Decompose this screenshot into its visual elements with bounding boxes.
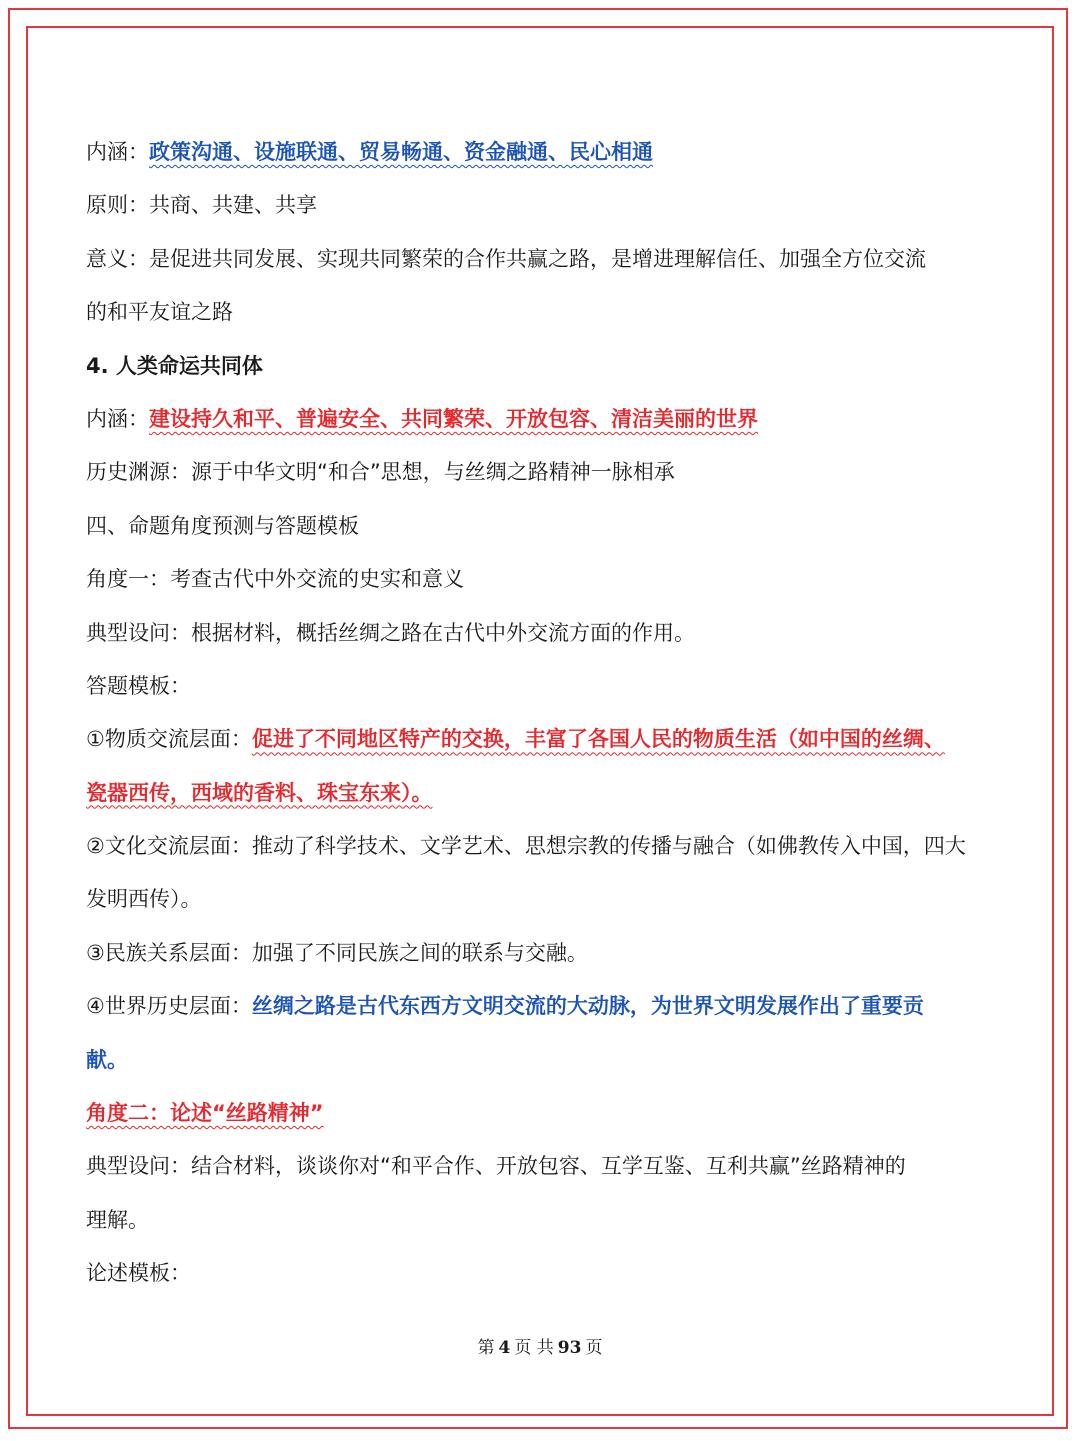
line-typical-question-1: 典型设问：根据材料，概括丝绸之路在古代中外交流方面的作用。 <box>86 620 695 645</box>
footer-prefix: 第 <box>477 1338 495 1358</box>
highlight-red: 瓷器西传，西域的香料、珠宝东来）。 <box>86 780 433 805</box>
section-heading-community: 4. 人类命运共同体 <box>86 353 263 378</box>
line-cultural-exchange-cont: 发明西传）。 <box>86 887 202 912</box>
label: ④世界历史层面： <box>86 994 252 1019</box>
document-body <box>86 126 1006 1301</box>
line-answer-template: 答题模板： <box>86 673 191 698</box>
label: 内涵： <box>86 140 149 164</box>
highlight-blue: 政策沟通、设施联通、贸易畅通、资金融通、民心相通 <box>149 140 653 164</box>
line-cultural-exchange: ②文化交流层面：推动了科学技术、文学艺术、思想宗教的传播与融合（如佛教传入中国，四大 <box>86 834 966 859</box>
line-history-origin: 历史渊源：源于中华文明“和合”思想，与丝绸之路精神一脉相承 <box>86 460 675 485</box>
line-typical-question-2-cont: 理解。 <box>86 1207 149 1232</box>
page-footer <box>0 1333 1080 1358</box>
line-angle-two <box>86 1087 1006 1140</box>
section-heading-templates: 四、命题角度预测与答题模板 <box>86 513 359 538</box>
line-significance: 意义：是促进共同发展、实现共同繁荣的合作共赢之路，是增进理解信任、加强全方位交流 <box>86 246 926 271</box>
label: 内涵： <box>86 406 149 431</box>
highlight-red: 建设持久和平、普遍安全、共同繁荣、开放包容、清洁美丽的世界 <box>149 406 758 431</box>
highlight-blue: 献。 <box>86 1047 128 1072</box>
footer-middle: 页 共 <box>514 1338 554 1358</box>
highlight-blue: 丝绸之路是古代东西方文明交流的大动脉，为世界文明发展作出了重要贡 <box>251 994 924 1019</box>
line-principle: 原则：共商、共建、共享 <box>86 193 317 218</box>
highlight-red: 促进了不同地区特产的交换，丰富了各国人民的物质生活（如中国的丝绸、 <box>251 727 945 752</box>
line-angle-one: 角度一：考查古代中外交流的史实和意义 <box>86 567 464 592</box>
line-essay-template: 论述模板： <box>86 1261 191 1286</box>
line-connotation-belt-road <box>86 126 1006 179</box>
line-material-exchange <box>86 713 1006 766</box>
footer-total-pages: 93 <box>557 1338 582 1358</box>
highlight-red: 角度二：论述“丝路精神” <box>86 1101 324 1126</box>
line-significance-cont: 的和平友谊之路 <box>86 300 233 325</box>
label: ①物质交流层面： <box>86 727 252 752</box>
line-connotation-community <box>86 393 1006 446</box>
line-world-history <box>86 980 1006 1033</box>
line-ethnic-relations: ③民族关系层面：加强了不同民族之间的联系与交融。 <box>86 940 588 965</box>
line-typical-question-2: 典型设问：结合材料，谈谈你对“和平合作、开放包容、互学互鉴、互利共赢”丝路精神的 <box>86 1154 906 1179</box>
footer-page-number: 4 <box>498 1338 511 1358</box>
line-world-history-cont <box>86 1034 1006 1087</box>
footer-suffix: 页 <box>585 1338 603 1358</box>
line-material-exchange-cont <box>86 767 1006 820</box>
